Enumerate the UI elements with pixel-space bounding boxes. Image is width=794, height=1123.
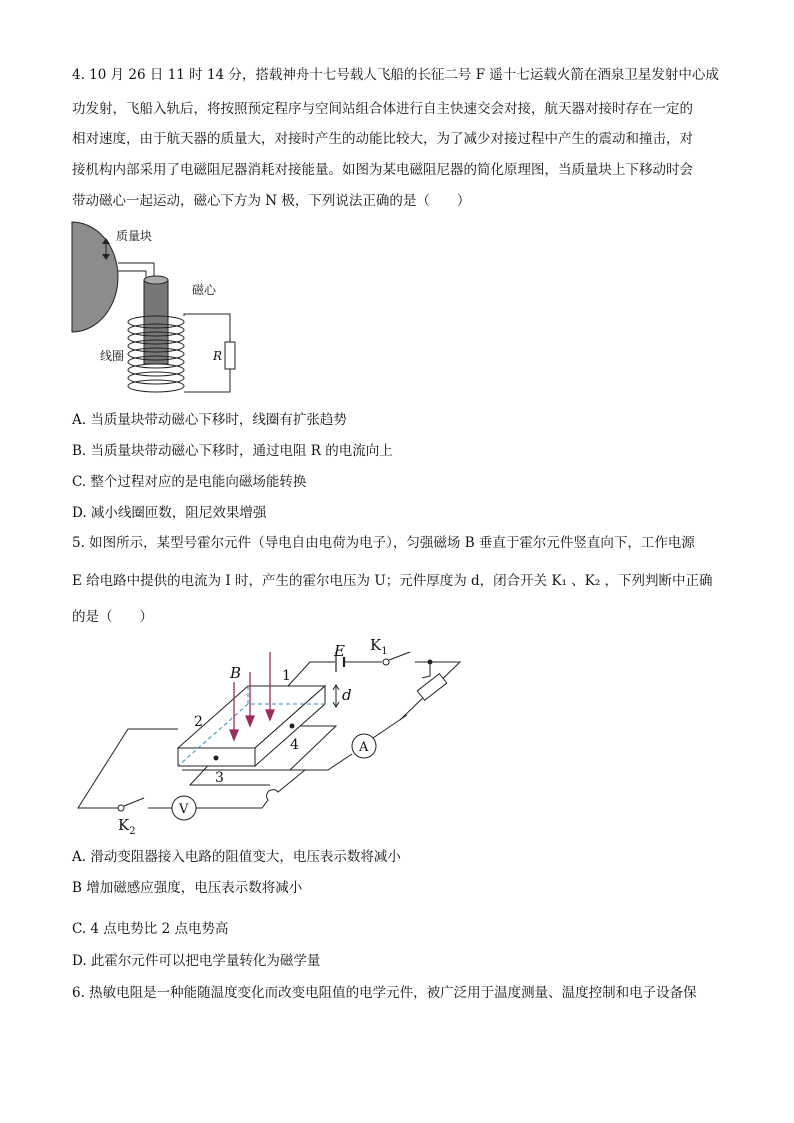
q4-stem-line-5: 带动磁心一起运动，磁心下方为 N 极，下列说法正确的是（ ）	[72, 193, 471, 209]
field-label: B	[230, 664, 242, 682]
q4-option-a: A. 当质量块带动磁心下移时，线圈有扩张趋势	[72, 412, 347, 428]
q4-stem-line-4: 接机构内部采用了电磁阻尼器消耗对接能量。如图为某电磁阻尼器的简化原理图，当质量块上下移动时会	[72, 162, 693, 178]
q5-option-c: C. 4 点电势比 2 点电势高	[72, 921, 229, 937]
q5-stem-line-2: E 给电路中提供的电流为 I 时，产生的霍尔电压为 U；元件厚度为 d，闭合开关 K₁ 、K₂ ，下列判断中正确	[72, 573, 713, 589]
thickness-label: d	[342, 686, 352, 704]
q4-damper-figure	[66, 214, 246, 404]
q4-stem-line-1: 4. 10 月 26 日 11 时 14 分，搭载神舟十七号载人飞船的长征二号 F 遥十七运载火箭在酒泉卫星发射中心成	[72, 67, 719, 83]
q5-stem-line-1: 5. 如图所示，某型号霍尔元件（导电自由电荷为电子），匀强磁场 B 垂直于霍尔元件竖直向下，工作电源	[72, 535, 695, 551]
point-1-label: 1	[282, 668, 291, 684]
q5-option-a: A. 滑动变阻器接入电路的阻值变大，电压表示数将减小	[72, 849, 401, 865]
q4-option-b: B. 当质量块带动磁心下移时，通过电阻 R 的电流向上	[72, 443, 393, 459]
q5-hall-figure	[70, 630, 470, 840]
q5-option-b: B 增加磁感应强度，电压表示数将减小	[72, 880, 303, 896]
q4-option-c: C. 整个过程对应的是电能向磁场能转换	[72, 474, 307, 490]
mass-block-label: 质量块	[116, 229, 153, 243]
source-label: E	[334, 642, 345, 660]
point-2-label: 2	[194, 714, 203, 730]
point-4-label: 4	[290, 737, 299, 753]
voltmeter-label: V	[179, 802, 189, 817]
q5-stem-line-3: 的是（ ）	[72, 609, 153, 625]
q4-stem-line-3: 相对速度，由于航天器的质量大，对接时产生的动能比较大，为了减少对接过程中产生的震动和撞击，对	[72, 131, 693, 147]
coil-label: 线圈	[100, 349, 125, 363]
point-3-label: 3	[215, 770, 224, 786]
q4-stem-line-2: 功发射，飞船入轨后，将按照预定程序与空间站组合体进行自主快速交会对接，航天器对接时存在一定的	[72, 101, 693, 117]
q6-stem-line-1: 6. 热敏电阻是一种能随温度变化而改变电阻值的电学元件，被广泛用于温度测量、温度控制和电子设备保	[72, 985, 697, 1001]
magnetic-core-label: 磁心	[192, 283, 217, 297]
q4-option-d: D. 减小线圈匝数，阻尼效果增强	[72, 505, 267, 521]
switch1-label: $K_1$	[370, 636, 388, 657]
switch2-label: $K_2$	[118, 816, 136, 837]
q5-option-d: D. 此霍尔元件可以把电学量转化为磁学量	[72, 953, 321, 969]
resistor-label: R	[213, 349, 223, 363]
resistor-shape	[225, 342, 235, 369]
mass-block-shape	[72, 222, 118, 332]
ammeter-label: A	[359, 740, 369, 755]
